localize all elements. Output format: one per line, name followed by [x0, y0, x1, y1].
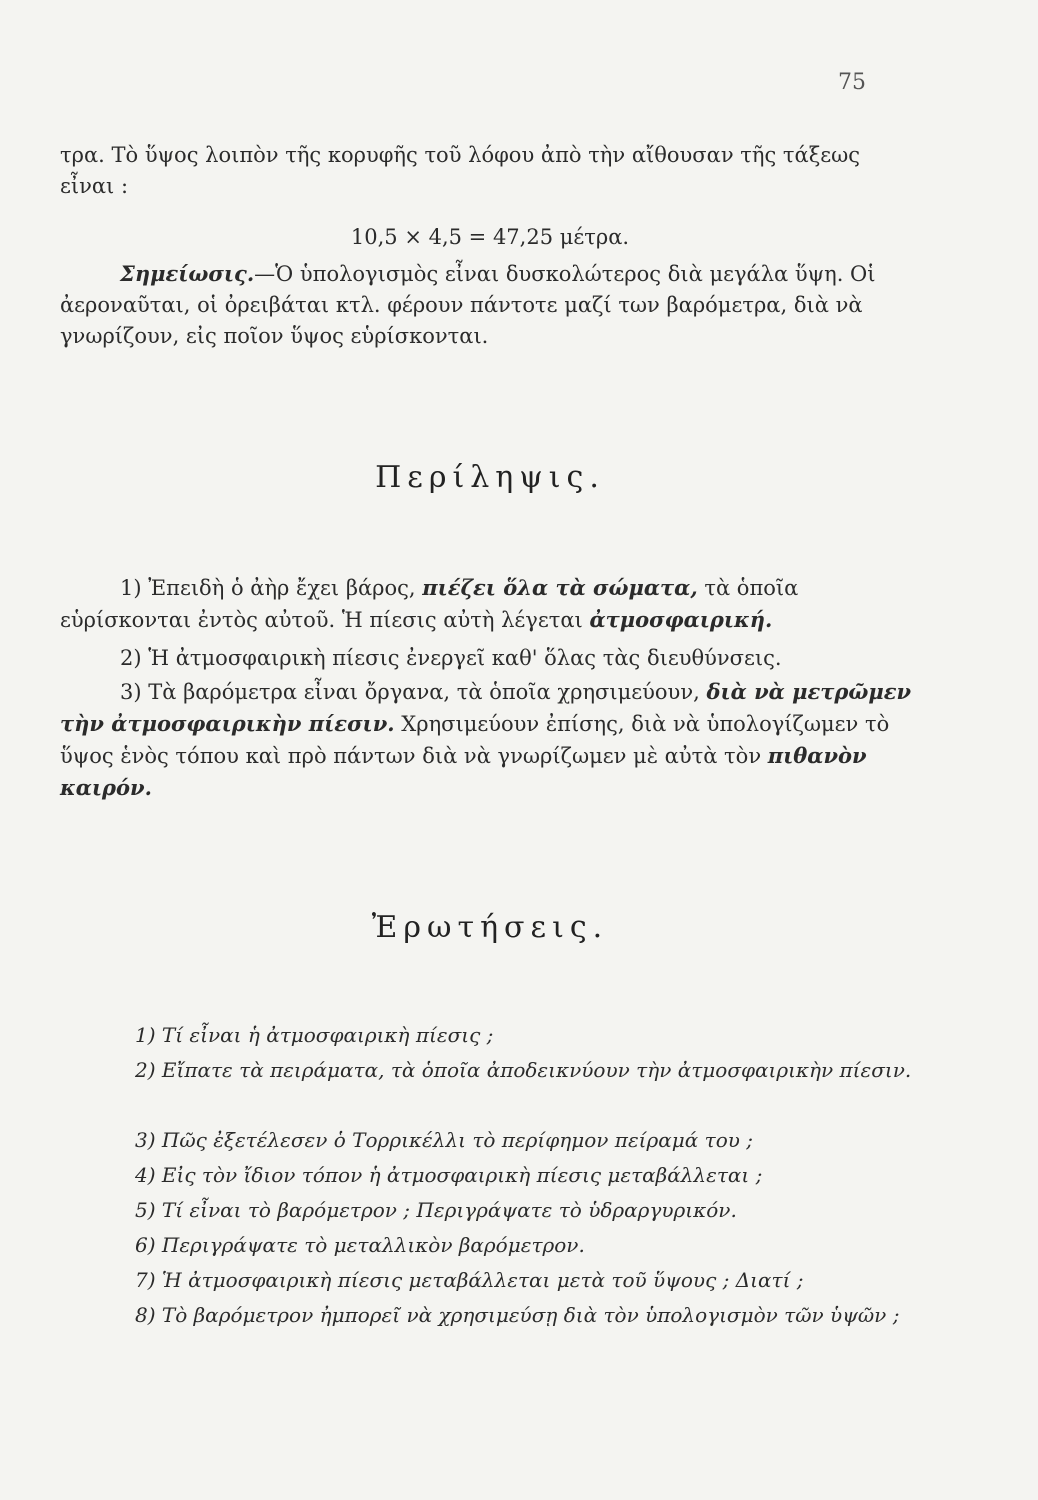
equation: 10,5 × 4,5 = 47,25 μέτρα. [350, 225, 630, 249]
note-paragraph [60, 258, 920, 352]
note-text: —Ὁ ὑπολογισμὸς εἶναι δυσκολώτερος διὰ μεγάλα ὕψη. Οἱ ἀεροναῦται, οἱ ὀρειβάται κτλ. φέρουν πάντοτε μαζί των βαρόμετρα, διὰ νὰ γνωρίζουν, εἰς ποῖον ὕψος εὑρίσκονται. [60, 262, 876, 348]
page-number: 75 [838, 70, 866, 95]
question-7: 7) Ἡ ἀτμοσφαιρικὴ πίεσις μεταβάλλεται μετὰ τοῦ ὕψους ; Διατί ; [135, 1268, 804, 1292]
summary-1-emphasis-a: πιέζει ὅλα τὰ σώματα, [422, 575, 698, 600]
intro-paragraph: τρα. Τὸ ὕψος λοιπὸν τῆς κορυφῆς τοῦ λόφου ἀπὸ τὴν αἴθουσαν τῆς τάξεως εἶναι : [60, 143, 861, 198]
summary-heading: Περίληψις. [375, 460, 605, 495]
questions-heading: Ἐρωτήσεις. [371, 910, 609, 945]
summary-1-emphasis-b: ἀτμοσφαιρική. [589, 607, 773, 632]
summary-point-3 [60, 676, 920, 804]
question-4: 4) Εἰς τὸν ἴδιον τόπον ἡ ἀτμοσφαιρικὴ πίεσις μεταβάλλεται ; [135, 1163, 763, 1187]
summary-1-text-b: τὰ ὁποῖα εὑρίσκονται ἐντὸς αὐτοῦ. Ἡ πίεσις αὐτὴ λέγεται [60, 576, 799, 632]
note-label: Σημείωσις. [120, 261, 255, 286]
summary-3-text-b: Χρησιμεύουν ἐπίσης, διὰ νὰ ὑπολογίζωμεν τὸ ὕψος ἑνὸς τόπου καὶ πρὸ πάντων διὰ νὰ γνωρίζωμεν μὲ αὐτὰ τὸν [60, 712, 890, 768]
summary-point-1 [60, 572, 920, 636]
question-2: 2) Εἴπατε τὰ πειράματα, τὰ ὁποῖα ἀποδεικνύουν τὴν ἀτμοσφαιρικὴν πίεσιν. [135, 1058, 912, 1082]
question-5: 5) Τί εἶναι τὸ βαρόμετρον ; Περιγράψατε τὸ ὑδραργυρικόν. [135, 1198, 737, 1222]
question-6: 6) Περιγράψατε τὸ μεταλλικὸν βαρόμετρον. [135, 1233, 585, 1257]
summary-1-text-a: 1) Ἐπειδὴ ὁ ἀὴρ ἔχει βάρος, [120, 576, 423, 600]
question-1: 1) Τί εἶναι ἡ ἀτμοσφαιρικὴ πίεσις ; [135, 1023, 494, 1047]
summary-3-emphasis-a: διὰ νὰ μετρῶμεν τὴν ἀτμοσφαιρικὴν πίεσιν. [60, 679, 912, 736]
summary-3-text-a: 3) Τὰ βαρόμετρα εἶναι ὄργανα, τὰ ὁποῖα χρησιμεύουν, [120, 680, 707, 704]
question-3: 3) Πῶς ἐξετέλεσεν ὁ Τορρικέλλι τὸ περίφημον πείραμά του ; [135, 1128, 753, 1152]
question-8: 8) Τὸ βαρόμετρον ἠμπορεῖ νὰ χρησιμεύσῃ διὰ τὸν ὑπολογισμὸν τῶν ὑψῶν ; [135, 1303, 900, 1327]
summary-point-2: 2) Ἡ ἀτμοσφαιρικὴ πίεσις ἐνεργεῖ καθ' ὅλας τὰς διευθύνσεις. [120, 646, 782, 670]
summary-3-emphasis-b: πιθανὸν καιρόν. [60, 743, 867, 800]
